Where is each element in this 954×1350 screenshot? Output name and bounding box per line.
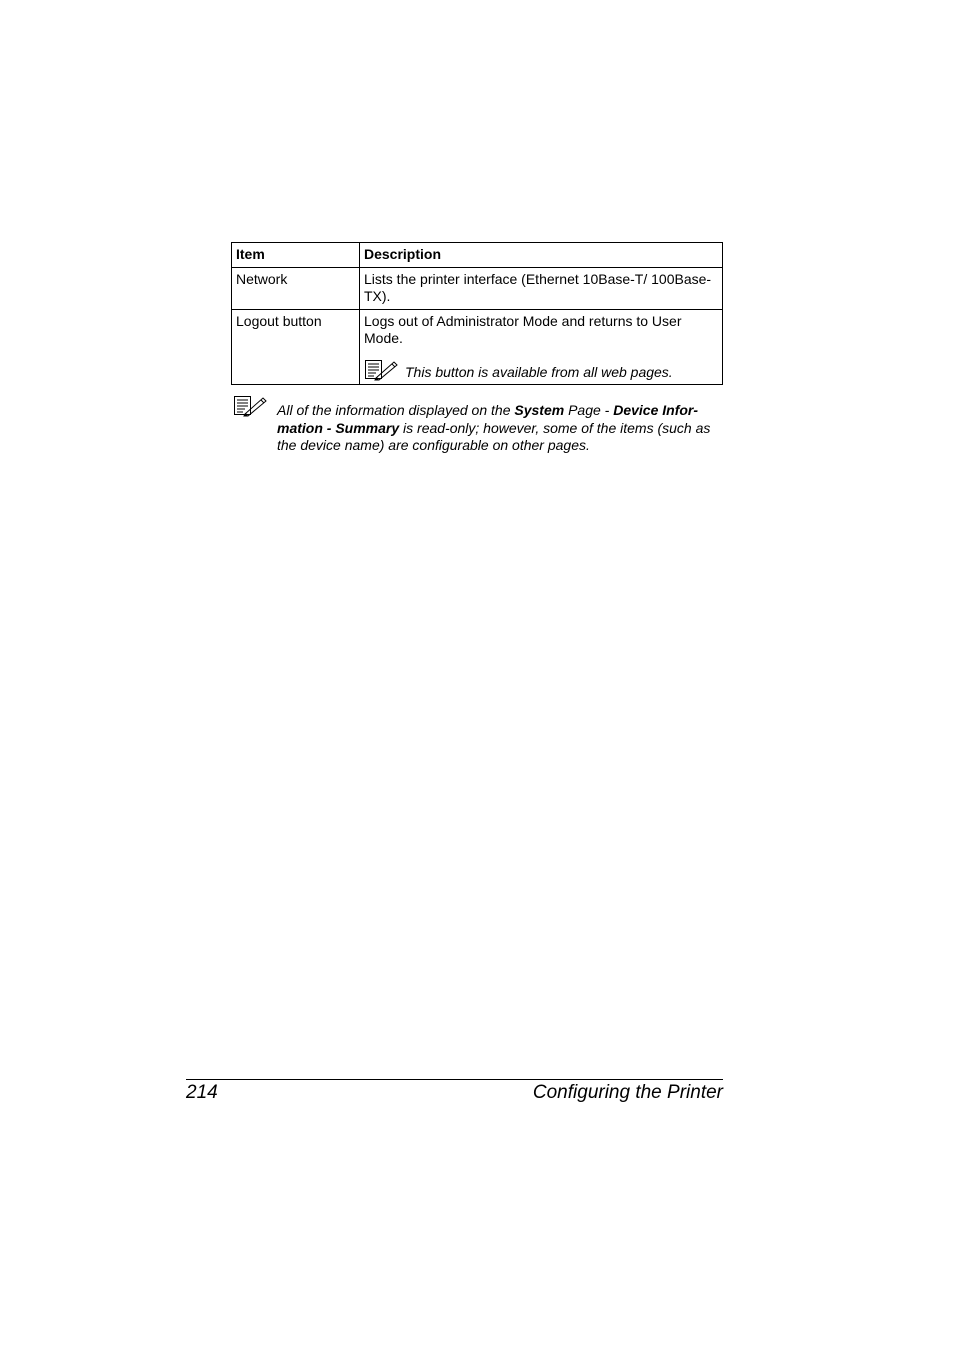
page-note-part2: Page - <box>564 402 614 418</box>
footer-page-number: 214 <box>186 1082 218 1103</box>
cell-note <box>364 359 718 381</box>
table-row <box>232 268 723 310</box>
table-header-row <box>232 243 723 268</box>
column-header-item: Item <box>232 243 360 268</box>
column-header-description: Description <box>360 243 723 268</box>
table-cell-description <box>360 268 723 310</box>
description-text: Logs out of Administrator Mode and returns to User Mode. <box>364 313 682 346</box>
table-row <box>232 310 723 385</box>
page-note-part1: All of the information displayed on the <box>277 402 515 418</box>
info-table <box>231 242 723 385</box>
description-text: Lists the printer interface (Ethernet 10Base-T/ 100Base-TX). <box>364 271 712 304</box>
page-note-bold-system: System <box>514 402 565 418</box>
page-note <box>233 395 725 455</box>
page-note-part3: is read-only; however, some of the items (such as the device name) are configurable on other pages. <box>277 419 711 453</box>
cell-note-text: This button is available from all web pages. <box>405 364 673 380</box>
table-cell-item: Network <box>232 268 360 310</box>
note-pencil-icon <box>233 395 267 417</box>
note-pencil-icon <box>364 359 398 381</box>
footer-chapter-title: Configuring the Printer <box>532 1082 723 1103</box>
footer-rule <box>186 1079 723 1080</box>
page-note-bold-device-info: Device Infor-mation - Summary <box>277 402 699 436</box>
table-cell-description <box>360 310 723 385</box>
table-cell-item: Logout button <box>232 310 360 385</box>
page-note-text <box>277 402 723 455</box>
